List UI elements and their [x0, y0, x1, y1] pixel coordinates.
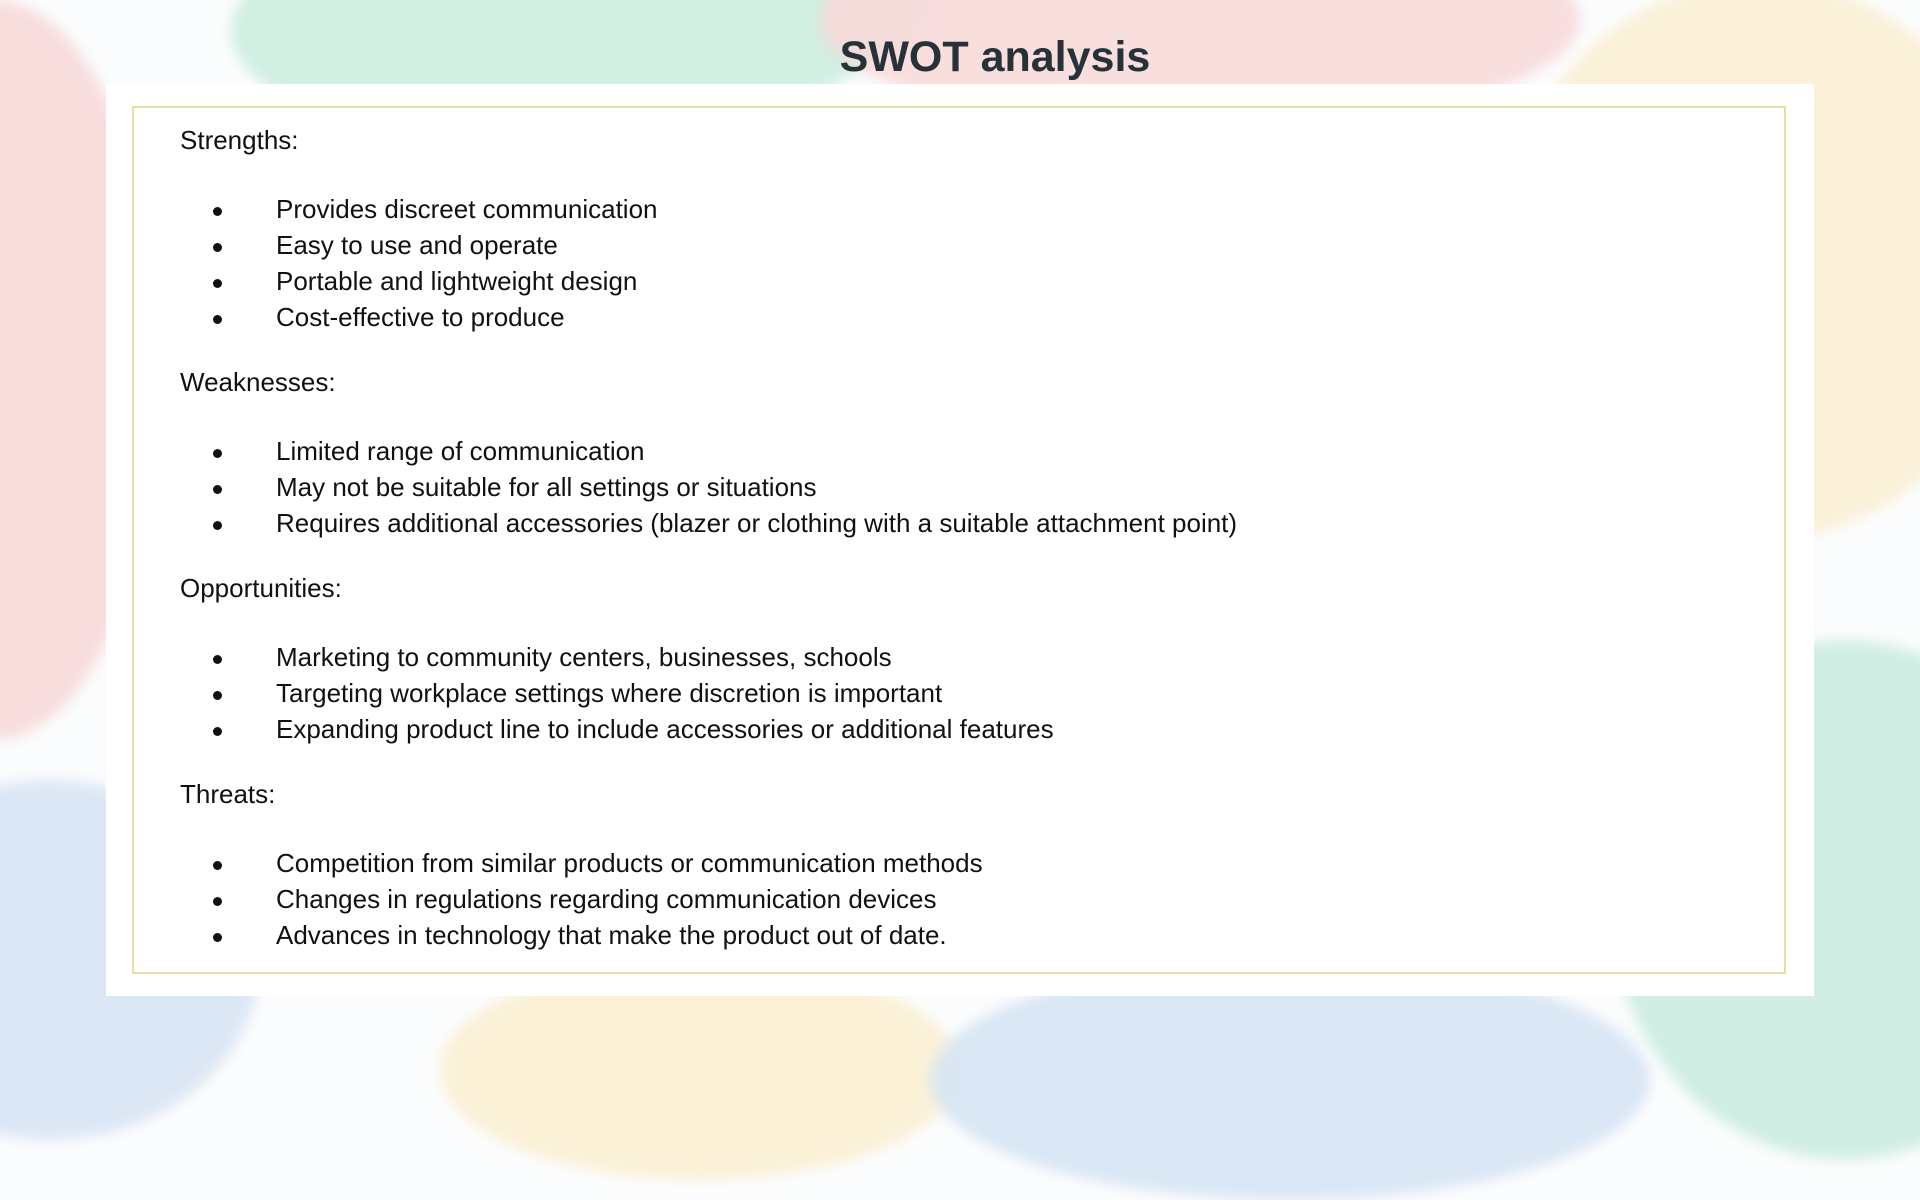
bullet-dot-icon	[213, 727, 222, 736]
content-frame	[132, 106, 1786, 974]
list-item	[180, 675, 1760, 711]
list-item-text: Easy to use and operate	[276, 230, 558, 260]
list-item	[180, 191, 1760, 227]
bullet-list	[180, 433, 1760, 541]
list-item-text: Portable and lightweight design	[276, 266, 638, 296]
section-heading: Strengths:	[180, 125, 299, 155]
swot-section	[180, 122, 1760, 335]
content-card	[106, 84, 1814, 996]
list-item-text: Limited range of communication	[276, 436, 645, 466]
list-item	[180, 917, 1760, 953]
list-item	[180, 845, 1760, 881]
list-item	[180, 433, 1760, 469]
swot-section	[180, 570, 1760, 747]
list-item	[180, 505, 1760, 541]
list-item	[180, 639, 1760, 675]
swot-section	[180, 776, 1760, 953]
list-item-text: Competition from similar products or communication methods	[276, 848, 983, 878]
list-item-text: Changes in regulations regarding communication devices	[276, 884, 937, 914]
list-item-text: Requires additional accessories (blazer or clothing with a suitable attachment point)	[276, 508, 1238, 538]
watercolor-blob-blue-bottom	[930, 960, 1650, 1200]
bullet-dot-icon	[213, 691, 222, 700]
section-heading: Opportunities:	[180, 573, 342, 603]
list-item	[180, 711, 1760, 747]
bullet-dot-icon	[213, 655, 222, 664]
list-item-text: Marketing to community centers, businesses, schools	[276, 642, 892, 672]
swot-sections	[180, 122, 1760, 982]
list-item	[180, 263, 1760, 299]
bullet-list	[180, 639, 1760, 747]
bullet-dot-icon	[213, 279, 222, 288]
bullet-dot-icon	[213, 315, 222, 324]
list-item-text: Expanding product line to include accessories or additional features	[276, 714, 1054, 744]
list-item-text: Targeting workplace settings where discretion is important	[276, 678, 943, 708]
list-item	[180, 227, 1760, 263]
bullet-dot-icon	[213, 521, 222, 530]
list-item-text: May not be suitable for all settings or situations	[276, 472, 817, 502]
list-item	[180, 299, 1760, 335]
bullet-dot-icon	[213, 485, 222, 494]
bullet-dot-icon	[213, 897, 222, 906]
bullet-list	[180, 191, 1760, 335]
bullet-list	[180, 845, 1760, 953]
swot-section	[180, 364, 1760, 541]
list-item-text: Advances in technology that make the product out of date.	[276, 920, 947, 950]
list-item-text: Cost-effective to produce	[276, 302, 565, 332]
bullet-dot-icon	[213, 243, 222, 252]
bullet-dot-icon	[213, 207, 222, 216]
list-item	[180, 469, 1760, 505]
bullet-dot-icon	[213, 449, 222, 458]
section-heading: Threats:	[180, 779, 276, 809]
bullet-dot-icon	[213, 933, 222, 942]
bullet-dot-icon	[213, 861, 222, 870]
list-item	[180, 881, 1760, 917]
slide-title: SWOT analysis	[839, 33, 1151, 81]
section-heading: Weaknesses:	[180, 367, 336, 397]
list-item-text: Provides discreet communication	[276, 194, 658, 224]
